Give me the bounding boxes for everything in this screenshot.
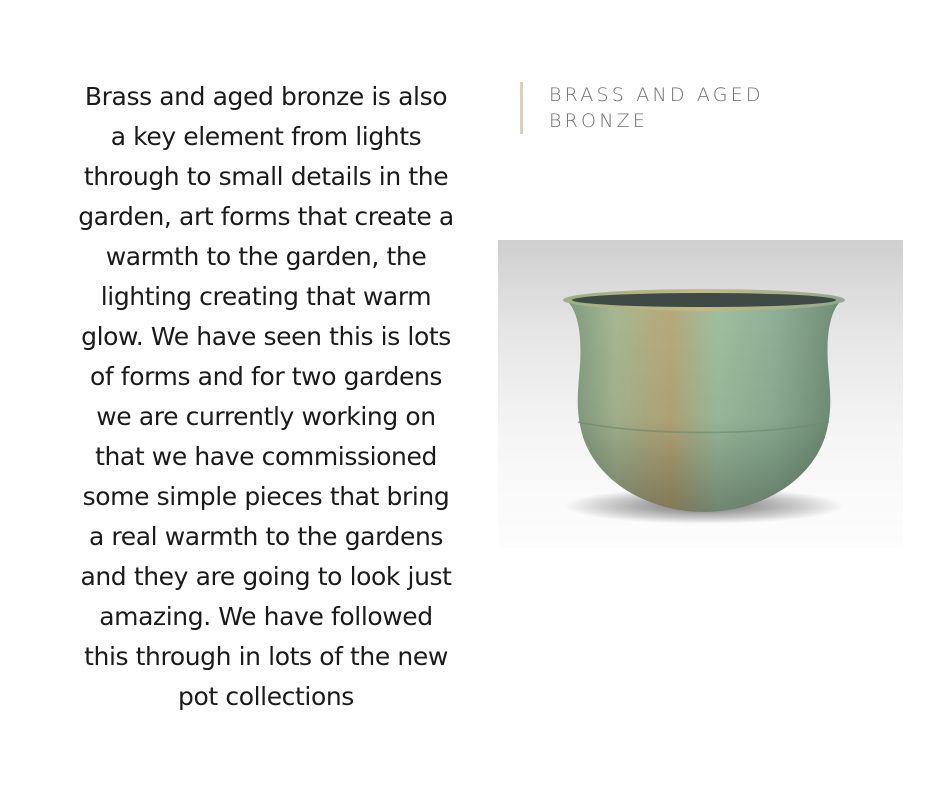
pot-opening [572,293,836,307]
section-heading [520,82,820,134]
section-heading-line-2: BRONZE [549,110,649,132]
section-heading-line-1: BRASS AND AGED [549,84,764,106]
body-paragraph: Brass and aged bronze is also a key element from lights through to small details in the garden, art forms that create a warmth to the garden, the lighting creating that warm glow. We have seen this is lots of forms and for two gardens we are currently working on that we have commissioned some simple pieces that bring a real warmth to the gardens and they are going to look just amazing. We have followed this through in lots of the new pot collections [78,82,454,711]
bronze-pot-illustration [498,240,903,548]
pot-body-shading [566,300,842,512]
bronze-pot-image [498,240,903,548]
